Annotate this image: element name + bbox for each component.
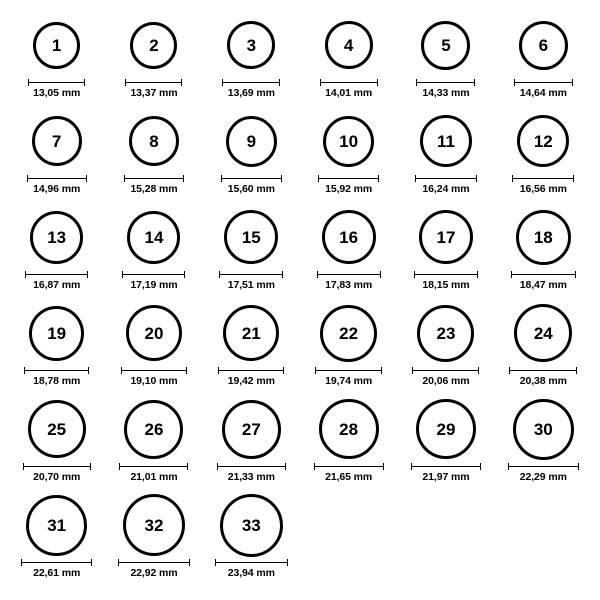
ring-diameter-label: 14,01 mm — [325, 87, 373, 99]
ring-circle-wrapper — [322, 204, 376, 270]
ring-size-cell — [398, 300, 493, 396]
ring-diameter-label: 23,94 mm — [227, 567, 275, 579]
ring-size-label: 27 — [241, 419, 261, 439]
caliper-icon — [219, 271, 283, 278]
caliper-icon — [121, 367, 187, 374]
ring-circle-icon — [516, 210, 571, 265]
ring-diameter-label: 19,10 mm — [130, 375, 178, 387]
ring-circle-wrapper — [516, 204, 571, 270]
ring-measurement — [118, 559, 190, 579]
ring-circle-icon — [519, 21, 568, 70]
ring-circle-wrapper — [29, 300, 84, 366]
caliper-icon — [27, 175, 87, 182]
ring-measurement — [27, 175, 87, 195]
ring-circle-wrapper — [325, 12, 373, 78]
caliper-icon — [416, 79, 475, 86]
ring-circle-wrapper — [124, 396, 183, 462]
ring-circle-wrapper — [319, 396, 379, 462]
ring-size-cell — [496, 300, 591, 396]
ring-circle-wrapper — [513, 396, 574, 462]
ring-circle-wrapper — [28, 396, 86, 462]
ring-diameter-label: 16,24 mm — [422, 183, 470, 195]
ring-diameter-label: 15,28 mm — [130, 183, 178, 195]
ring-size-label: 21 — [241, 323, 261, 343]
ring-diameter-label: 14,33 mm — [422, 87, 470, 99]
ring-measurement — [314, 463, 384, 483]
ring-size-label: 13 — [47, 227, 67, 247]
caliper-icon — [124, 175, 184, 182]
ring-circle-wrapper — [222, 396, 281, 462]
ring-measurement — [23, 463, 91, 483]
ring-size-label: 11 — [436, 131, 455, 151]
ring-measurement — [125, 79, 182, 99]
ring-circle-icon — [325, 21, 373, 69]
ring-size-cell — [398, 12, 493, 108]
ring-size-row — [8, 300, 592, 396]
ring-diameter-label: 13,05 mm — [33, 87, 81, 99]
ring-measurement — [320, 79, 378, 99]
ring-measurement — [411, 463, 481, 483]
ring-size-label: 18 — [533, 227, 553, 247]
ring-circle-wrapper — [419, 204, 473, 270]
ring-size-cell — [9, 300, 104, 396]
ring-measurement — [509, 367, 577, 387]
ring-circle-icon — [28, 400, 86, 458]
ring-size-cell — [496, 204, 591, 300]
ring-circle-wrapper — [417, 300, 474, 366]
ring-size-label: 3 — [246, 35, 257, 55]
ring-size-label: 16 — [339, 227, 359, 247]
ring-size-cell — [496, 108, 591, 204]
ring-size-label: 29 — [436, 419, 456, 439]
ring-circle-icon — [126, 305, 182, 361]
ring-size-label: 22 — [339, 323, 359, 343]
ring-size-label: 8 — [149, 131, 159, 151]
ring-circle-wrapper — [127, 204, 180, 270]
ring-circle-wrapper — [33, 12, 80, 78]
ring-diameter-label: 21,97 mm — [422, 471, 470, 483]
ring-size-label: 15 — [241, 227, 261, 247]
ring-circle-icon — [416, 399, 476, 459]
ring-size-cell — [496, 12, 591, 108]
ring-diameter-label: 17,83 mm — [325, 279, 373, 291]
ring-size-cell — [204, 492, 299, 588]
ring-circle-icon — [319, 399, 379, 459]
ring-size-label: 32 — [144, 515, 164, 535]
ring-measurement — [514, 79, 573, 99]
ring-circle-wrapper — [220, 492, 283, 558]
ring-circle-icon — [30, 211, 83, 264]
ring-diameter-label: 15,60 mm — [227, 183, 275, 195]
ring-measurement — [121, 367, 187, 387]
caliper-icon — [215, 559, 288, 566]
ring-size-row — [8, 492, 592, 588]
ring-size-label: 23 — [436, 323, 456, 343]
caliper-icon — [508, 463, 579, 470]
ring-circle-icon — [517, 115, 569, 167]
ring-measurement — [512, 175, 574, 195]
ring-circle-wrapper — [420, 108, 472, 174]
caliper-icon — [318, 175, 379, 182]
caliper-icon — [119, 463, 188, 470]
ring-size-cell — [106, 204, 201, 300]
ring-circle-icon — [320, 305, 377, 362]
ring-circle-wrapper — [26, 492, 87, 558]
caliper-icon — [24, 367, 89, 374]
ring-size-label: 2 — [149, 35, 159, 55]
ring-size-label: 33 — [241, 515, 261, 535]
ring-circle-icon — [421, 21, 470, 70]
ring-diameter-label: 22,92 mm — [130, 567, 178, 579]
ring-diameter-label: 19,74 mm — [325, 375, 373, 387]
ring-diameter-label: 14,64 mm — [519, 87, 567, 99]
ring-circle-wrapper — [129, 108, 179, 174]
ring-measurement — [511, 271, 576, 291]
ring-measurement — [124, 175, 184, 195]
ring-circle-icon — [124, 400, 183, 459]
caliper-icon — [512, 175, 574, 182]
ring-size-cell — [301, 108, 396, 204]
ring-size-cell — [106, 492, 201, 588]
ring-diameter-label: 20,70 mm — [33, 471, 81, 483]
caliper-icon — [317, 271, 381, 278]
ring-measurement — [218, 367, 284, 387]
ring-size-cell — [204, 300, 299, 396]
ring-circle-wrapper — [32, 108, 82, 174]
ring-circle-icon — [513, 399, 574, 460]
ring-circle-wrapper — [320, 300, 377, 366]
caliper-icon — [21, 559, 92, 566]
ring-diameter-label: 20,38 mm — [519, 375, 567, 387]
ring-size-row — [8, 108, 592, 204]
ring-circle-icon — [222, 400, 281, 459]
caliper-icon — [411, 463, 481, 470]
ring-diameter-label: 19,42 mm — [227, 375, 275, 387]
ring-size-label: 17 — [436, 227, 456, 247]
ring-circle-icon — [33, 22, 80, 69]
ring-circle-icon — [123, 494, 185, 556]
ring-size-cell — [301, 12, 396, 108]
ring-circle-wrapper — [519, 12, 568, 78]
ring-diameter-label: 22,61 mm — [33, 567, 81, 579]
ring-circle-wrapper — [517, 108, 569, 174]
ring-circle-wrapper — [323, 108, 374, 174]
ring-circle-icon — [223, 305, 279, 361]
ring-circle-icon — [420, 115, 472, 167]
ring-size-label: 14 — [144, 227, 164, 247]
ring-diameter-label: 21,65 mm — [325, 471, 373, 483]
ring-measurement — [315, 367, 382, 387]
ring-circle-icon — [226, 116, 277, 167]
ring-size-cell — [9, 108, 104, 204]
ring-size-cell — [204, 204, 299, 300]
ring-size-cell — [301, 204, 396, 300]
ring-size-label: 4 — [343, 35, 354, 55]
ring-diameter-label: 17,51 mm — [227, 279, 275, 291]
ring-circle-wrapper — [421, 12, 470, 78]
ring-circle-icon — [32, 116, 82, 166]
ring-circle-wrapper — [223, 300, 279, 366]
caliper-icon — [514, 79, 573, 86]
ring-diameter-label: 21,01 mm — [130, 471, 178, 483]
caliper-icon — [320, 79, 378, 86]
ring-measurement — [219, 271, 283, 291]
ring-circle-wrapper — [224, 204, 278, 270]
caliper-icon — [25, 271, 88, 278]
ring-size-cell — [204, 396, 299, 492]
ring-size-label: 1 — [51, 35, 62, 55]
ring-size-cell — [204, 12, 299, 108]
ring-diameter-label: 13,37 mm — [130, 87, 178, 99]
ring-size-label: 19 — [47, 323, 67, 343]
ring-size-cell — [106, 108, 201, 204]
ring-size-cell — [398, 108, 493, 204]
caliper-icon — [122, 271, 185, 278]
ring-size-label: 26 — [144, 419, 164, 439]
caliper-icon — [314, 463, 384, 470]
ring-measurement — [222, 79, 280, 99]
ring-circle-icon — [224, 210, 278, 264]
ring-measurement — [221, 175, 282, 195]
caliper-icon — [218, 367, 284, 374]
ring-size-cell — [301, 300, 396, 396]
ring-measurement — [21, 559, 92, 579]
ring-size-cell — [496, 396, 591, 492]
ring-size-label: 31 — [47, 515, 67, 535]
caliper-icon — [509, 367, 577, 374]
ring-diameter-label: 13,69 mm — [227, 87, 275, 99]
ring-measurement — [412, 367, 479, 387]
caliper-icon — [118, 559, 190, 566]
ring-measurement — [25, 271, 88, 291]
ring-measurement — [122, 271, 185, 291]
ring-size-label: 24 — [533, 323, 553, 343]
ring-measurement — [415, 175, 477, 195]
ring-size-cell — [9, 396, 104, 492]
ring-measurement — [414, 271, 478, 291]
ring-measurement — [119, 463, 188, 483]
caliper-icon — [221, 175, 282, 182]
caliper-icon — [415, 175, 477, 182]
ring-circle-icon — [129, 116, 179, 166]
ring-size-cell — [9, 204, 104, 300]
ring-circle-icon — [323, 116, 374, 167]
ring-size-label: 5 — [441, 35, 451, 55]
ring-circle-icon — [227, 21, 275, 69]
ring-size-cell — [106, 12, 201, 108]
ring-size-row — [8, 12, 592, 108]
ring-circle-icon — [419, 210, 473, 264]
caliper-icon — [222, 79, 280, 86]
ring-size-label: 20 — [144, 323, 164, 343]
ring-circle-icon — [514, 304, 572, 362]
ring-diameter-label: 15,92 mm — [325, 183, 373, 195]
ring-diameter-label: 22,29 mm — [519, 471, 567, 483]
ring-size-cell — [106, 396, 201, 492]
ring-size-row — [8, 204, 592, 300]
ring-diameter-label: 20,06 mm — [422, 375, 470, 387]
ring-diameter-label: 14,96 mm — [33, 183, 81, 195]
ring-measurement — [317, 271, 381, 291]
ring-size-cell — [398, 204, 493, 300]
ring-size-label: 12 — [533, 131, 553, 151]
ring-diameter-label: 16,87 mm — [33, 279, 81, 291]
ring-size-cell — [106, 300, 201, 396]
ring-size-cell — [9, 12, 104, 108]
ring-measurement — [217, 463, 286, 483]
ring-size-label: 9 — [246, 131, 257, 151]
caliper-icon — [217, 463, 286, 470]
ring-size-label: 25 — [47, 419, 67, 439]
ring-circle-wrapper — [514, 300, 572, 366]
ring-circle-wrapper — [226, 108, 277, 174]
ring-size-label: 7 — [51, 131, 62, 151]
ring-circle-wrapper — [126, 300, 182, 366]
ring-diameter-label: 18,78 mm — [33, 375, 81, 387]
ring-size-label: 30 — [533, 419, 553, 439]
ring-size-label: 6 — [538, 35, 549, 55]
caliper-icon — [412, 367, 479, 374]
caliper-icon — [23, 463, 91, 470]
ring-size-cell — [204, 108, 299, 204]
ring-diameter-label: 18,47 mm — [519, 279, 567, 291]
caliper-icon — [511, 271, 576, 278]
ring-measurement — [28, 79, 85, 99]
ring-circle-icon — [26, 495, 87, 556]
ring-size-label: 10 — [339, 131, 359, 151]
ring-measurement — [215, 559, 288, 579]
ring-diameter-label: 17,19 mm — [130, 279, 178, 291]
ring-circle-icon — [322, 210, 376, 264]
ring-measurement — [318, 175, 379, 195]
ring-diameter-label: 18,15 mm — [422, 279, 470, 291]
caliper-icon — [28, 79, 85, 86]
caliper-icon — [315, 367, 382, 374]
ring-circle-icon — [29, 306, 84, 361]
ring-diameter-label: 16,56 mm — [519, 183, 567, 195]
ring-circle-wrapper — [30, 204, 83, 270]
ring-measurement — [416, 79, 475, 99]
ring-circle-icon — [127, 211, 180, 264]
ring-size-cell — [398, 396, 493, 492]
ring-circle-wrapper — [130, 12, 177, 78]
ring-circle-icon — [130, 22, 177, 69]
ring-size-row — [8, 396, 592, 492]
ring-measurement — [508, 463, 579, 483]
ring-size-label: 28 — [339, 419, 359, 439]
ring-measurement — [24, 367, 89, 387]
ring-circle-wrapper — [227, 12, 275, 78]
ring-circle-icon — [220, 494, 283, 557]
ring-size-cell — [9, 492, 104, 588]
ring-circle-wrapper — [416, 396, 476, 462]
ring-circle-wrapper — [123, 492, 185, 558]
ring-circle-icon — [417, 305, 474, 362]
caliper-icon — [414, 271, 478, 278]
caliper-icon — [125, 79, 182, 86]
ring-size-cell — [301, 396, 396, 492]
ring-diameter-label: 21,33 mm — [227, 471, 275, 483]
